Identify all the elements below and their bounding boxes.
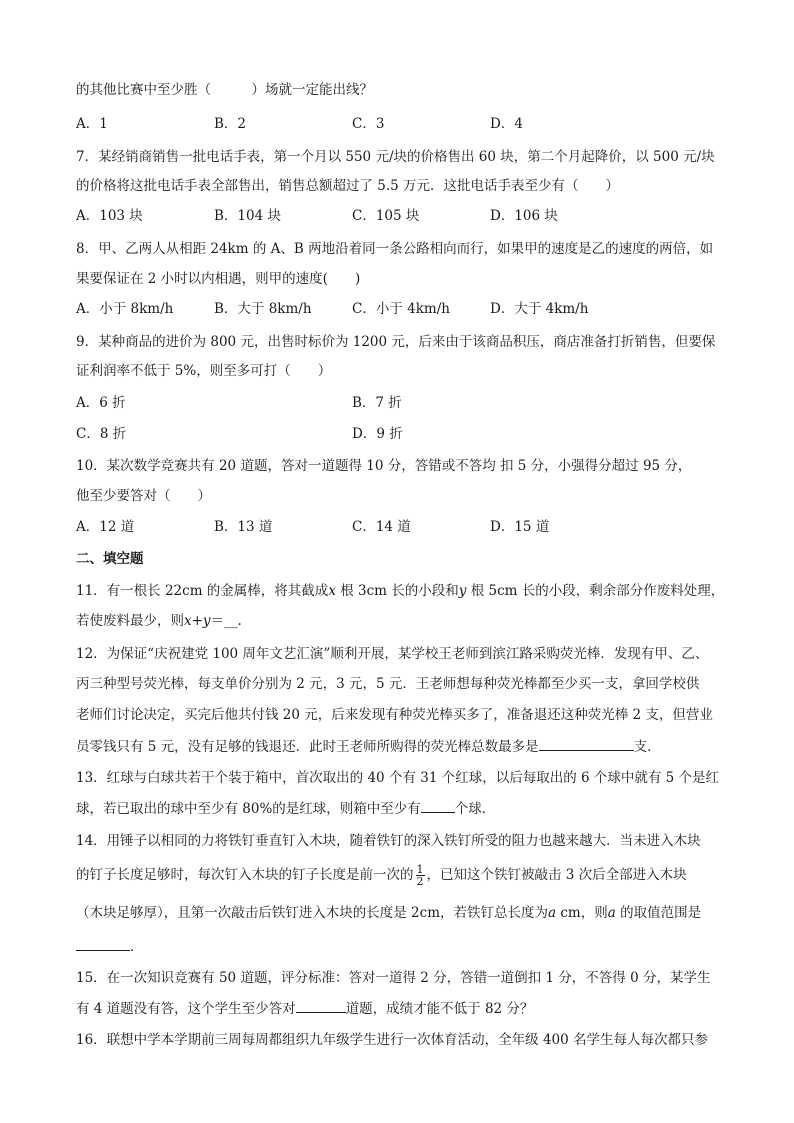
q14-text-3: （木块足够厚），且第一次敲击后铁钉进入木块的长度是 2cm，若铁钉总长度为 — [76, 905, 548, 921]
question-15-line-1: 15．在一次知识竞赛有 50 道题，评分标准：答对一道得 2 分，答错一道倒扣 1 分，不答得 0 分，某学生 — [76, 970, 711, 986]
q9-option-d: D．9 折 — [352, 426, 403, 442]
q14-var-a: a — [548, 905, 557, 921]
q12-answer-blank — [539, 736, 634, 751]
question-13-line-1: 13．红球与白球共若干个装于箱中，首次取出的 40 个有 31 个红球，以后每取出的 6 个球中就有 5 个是红 — [76, 770, 720, 786]
question-14-line-2 — [76, 864, 687, 887]
q7-option-d: D．106 块 — [490, 208, 558, 224]
q8-option-d: D．大于 4km/h — [490, 301, 589, 317]
q11-expr: x+y — [184, 613, 211, 629]
q14-text-end: ． — [130, 939, 144, 955]
question-12-line-4 — [76, 736, 661, 757]
q9-option-a: A．6 折 — [76, 395, 126, 411]
q7-option-c: C．105 块 — [352, 208, 420, 224]
question-8-line-2: 果要保证在 2 小时以内相遇，则甲的速度( ) — [76, 271, 361, 287]
q12-text: 员零钱只有 5 元，没有足够的钱退还．此时王老师所购得的荧光棒总数最多是 — [76, 739, 539, 755]
q6-option-b: B．2 — [214, 116, 247, 132]
question-9-line-2: 证利润率不低于 5%，则至多可打（ ） — [76, 363, 332, 379]
q9-option-b: B．7 折 — [352, 395, 402, 411]
q11-text-4: 若使废料最少，则 — [76, 613, 184, 629]
q11-text-2: 根 3cm 长的小段和 — [335, 583, 459, 599]
q10-option-b: B．13 道 — [214, 519, 273, 535]
q6-option-a: A．1 — [76, 116, 108, 132]
q8-option-c: C．小于 4km/h — [352, 301, 450, 317]
question-14-line-3 — [76, 903, 701, 923]
q15-text-end: 道题，成绩才能不低于 82 分？ — [345, 1001, 534, 1017]
section-heading-fill-in: 二、填空题 — [76, 551, 144, 567]
q10-option-d: D．15 道 — [490, 519, 550, 535]
q13-text: 球，若已取出的球中至少有 80%的是红球，则箱中至少有 — [76, 801, 421, 817]
q14-answer-blank — [76, 936, 130, 951]
q14-text-4: cm，则 — [556, 905, 608, 921]
q8-option-b: B．大于 8km/h — [214, 301, 312, 317]
question-11-line-2 — [76, 611, 242, 631]
q10-option-c: C．14 道 — [352, 519, 411, 535]
question-12-line-2: 丙三种型号荧光棒，每支单价分别为 2 元，3 元，5 元．王老师想每种荧光棒都至少买一支，拿回学校供 — [76, 676, 700, 692]
q15-text: 有 4 道题没有答，这个学生至少答对 — [76, 1001, 296, 1017]
q14-text-2: ，已知这个铁钉被敲击 3 次后全部进入木块 — [426, 867, 687, 883]
question-6-stem-tail: 的其他比赛中至少胜（ ）场就一定能出线？ — [76, 82, 373, 98]
question-9-line-1: 9．某种商品的进价为 800 元，出售时标价为 1200 元，后来由于该商品积压，商店准备打折销售，但要保 — [76, 334, 716, 350]
question-14-line-4 — [76, 936, 144, 957]
q6-option-c: C．3 — [352, 116, 385, 132]
q10-option-a: A．12 道 — [76, 519, 135, 535]
q11-text-1: 11．有一根长 22cm 的金属棒，将其截成 — [76, 583, 329, 599]
q8-option-a: A．小于 8km/h — [76, 301, 174, 317]
q11-text-5: ＝__. — [210, 613, 242, 629]
q11-var-y: y — [458, 583, 467, 599]
q11-var-x: x — [328, 583, 336, 599]
question-10-line-1: 10．某次数学竞赛共有 20 道题，答对一道题得 10 分，答错或不答均 扣 5 分，小强得分超过 95 分， — [76, 458, 692, 474]
question-13-line-2 — [76, 798, 495, 819]
question-7-line-1: 7．某经销商销售一批电话手表，第一个月以 550 元/块的价格售出 60 块，第二个月起降价，以 500 元/块 — [76, 149, 715, 165]
q11-text-3: 根 5cm 长的小段，剩余部分作废料处理， — [466, 583, 725, 599]
question-11-line-1 — [76, 581, 724, 601]
question-10-line-2: 他至少要答对（ ） — [76, 488, 211, 504]
q7-option-b: B．104 块 — [214, 208, 281, 224]
question-8-line-1: 8．甲、乙两人从相距 24km 的 A、B 两地沿着同一条公路相向而行，如果甲的速度是乙的速度的两倍，如 — [76, 241, 714, 257]
q7-option-a: A．103 块 — [76, 208, 143, 224]
q12-text-end: 支． — [633, 739, 661, 755]
q14-text-5: 的取值范围是 — [615, 905, 702, 921]
question-7-line-2: 的价格将这批电话手表全部售出，销售总额超过了 5.5 万元．这批电话手表至少有（ ） — [76, 178, 620, 194]
question-14-line-1: 14．用锤子以相同的力将铁钉垂直钉入木块，随着铁钉的深入铁钉所受的阻力也越来越大．当未进入木块 — [76, 833, 701, 849]
question-12-line-1: 12．为保证“庆祝建党 100 周年文艺汇演”顺利开展，某学校王老师到滨江路采购荧光棒．发现有甲、乙、 — [76, 646, 709, 662]
question-16-line-1: 16．联想中学本学期前三周每周都组织九年级学生进行一次体育活动，全年级 400 名学生每人每次都只参 — [76, 1032, 709, 1048]
q9-option-c: C．8 折 — [76, 426, 127, 442]
fraction-one-half — [416, 864, 425, 887]
q13-text-end: 个球． — [454, 801, 496, 817]
q6-option-d: D．4 — [490, 116, 523, 132]
q14-text-1: 的钉子长度足够时，每次钉入木块的钉子长度是前一次的 — [76, 867, 414, 883]
q13-answer-blank — [421, 798, 455, 813]
q14-var-a-2: a — [607, 905, 616, 921]
question-15-line-2 — [76, 998, 533, 1019]
q15-answer-blank — [296, 998, 346, 1013]
fraction-numerator: 1 — [416, 863, 424, 876]
question-12-line-3: 老师们讨论决定，买完后他共付钱 20 元，后来发现有种荧光棒买多了，准备退还这种荧光棒 2 支，但营业 — [76, 707, 713, 723]
fraction-denominator: 2 — [416, 875, 424, 888]
